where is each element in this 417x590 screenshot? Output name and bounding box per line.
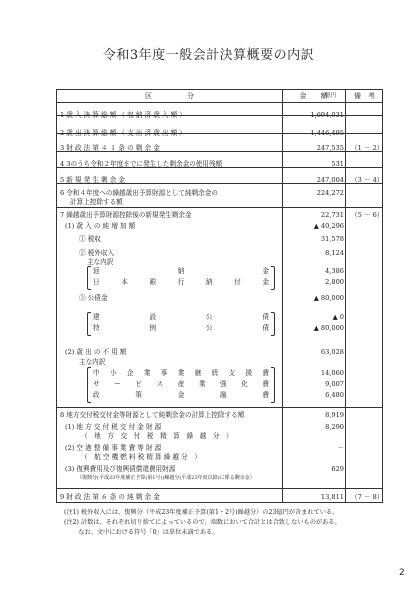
row-label: 6 令和４年度への繰越歳出予算財源として純剰余金の bbox=[60, 189, 218, 197]
row-amount: 224,272 bbox=[316, 189, 344, 197]
row-amount: 4,386 bbox=[325, 267, 344, 275]
row-label: 建 設 公 債 bbox=[93, 313, 269, 321]
row-amount: 31,578 bbox=[320, 235, 344, 243]
footnotes bbox=[64, 508, 394, 538]
row-amount: 1,446,495 bbox=[310, 129, 344, 137]
row-amount: 8,124 bbox=[325, 249, 344, 257]
footnote: (注2) 計数は、それぞれ切り捨てによっているので、端数において合計とは合致しないものがある。 bbox=[64, 519, 341, 526]
row-remark: （3 － 4） bbox=[351, 176, 384, 184]
row-amount: 2,800 bbox=[325, 278, 344, 286]
header-category: 区 分 bbox=[145, 92, 194, 100]
row-amount: 1,694,031 bbox=[310, 111, 344, 119]
bracket-right bbox=[271, 367, 275, 403]
footnote: なお、文中における符号「0」は単位未満である。 bbox=[64, 529, 219, 536]
row-label: 7 繰越歳出予算財源控除後の新規発生剰余金 bbox=[60, 211, 192, 219]
row-remark: （7 － 8） bbox=[351, 493, 384, 501]
row-label: 返 納 金 bbox=[93, 267, 269, 275]
header-remarks: 備 考 bbox=[354, 92, 375, 100]
row-label: 日 本 銀 行 納 付 金 bbox=[93, 278, 269, 286]
page-number: 2 bbox=[399, 568, 405, 578]
row-amount: 14,060 bbox=[320, 369, 344, 377]
row-amount: 8,290 bbox=[325, 423, 344, 431]
row-label: 3 財 政 法 第 ４ １ 条 の 剰 余 金 bbox=[60, 144, 160, 152]
row-label: サ ー ビ ス 産 業 強 化 費 bbox=[93, 380, 269, 388]
row-label: 主な内訳 bbox=[79, 358, 106, 366]
row-amount: 63,028 bbox=[320, 348, 344, 356]
row-remark: （1 － 2） bbox=[351, 144, 384, 152]
row-label: 4 3のうち令和２年度までに発生した剰余金の使用残額 bbox=[60, 160, 223, 168]
row-label: 5 新 規 発 生 剰 余 金 bbox=[60, 176, 126, 184]
row-label: 2 歳 出 決 算 総 額 （ 支 出 済 歳 出 額 ） bbox=[60, 129, 186, 137]
row-label: （ 航 空 機 燃 料 税 精 算 繰 越 分 ） bbox=[81, 453, 201, 461]
row-amount: 9,007 bbox=[325, 380, 344, 388]
row-label: (1) 地 方 交 付 税 交 付 金 財 源 bbox=[65, 423, 162, 431]
row-label: （復興分(平成23年度補正予算(第1号))繰越分(平成23年度以降)に係る剰余金） bbox=[77, 475, 255, 481]
row-label: 特 例 公 債 bbox=[93, 324, 269, 332]
settlement-table bbox=[56, 89, 383, 503]
row-amount: 6,480 bbox=[325, 391, 344, 399]
bracket-left bbox=[87, 367, 91, 403]
row-label: 8 地方交付税交付金等財源として純剰余金の計算上控除する額 bbox=[60, 411, 245, 419]
row-rule bbox=[57, 488, 382, 489]
row-label: (2) 空 港 整 備 事 業 費 等 財 源 bbox=[65, 444, 162, 452]
row-amount: ▲ 40,296 bbox=[313, 222, 344, 230]
row-amount: ▲ 0 bbox=[332, 313, 344, 321]
row-amount: 8,919 bbox=[325, 411, 344, 419]
row-amount: ▲ 80,000 bbox=[313, 294, 344, 302]
row-label: （ 地 方 交 付 税 精 算 繰 越 分 ） bbox=[81, 432, 233, 440]
bracket-right bbox=[271, 312, 275, 336]
row-label: (3) 復興費用及び復興債償還費用財源 bbox=[65, 465, 176, 473]
row-amount: 247,535 bbox=[316, 144, 344, 152]
row-label: 1 歳 入 決 算 総 額 （ 収 納 済 歳 入 額 ） bbox=[60, 111, 186, 119]
row-amount: 247,004 bbox=[316, 176, 344, 184]
unit-label: 億円 bbox=[325, 93, 337, 99]
header-amount: 金 額 bbox=[299, 92, 328, 100]
bracket-left bbox=[87, 266, 91, 290]
header-rule bbox=[57, 102, 382, 103]
row-label: (2) 歳 出 の 不 用 額 bbox=[65, 348, 127, 356]
row-rule bbox=[57, 407, 382, 408]
row-amount: ▲ 80,000 bbox=[313, 324, 344, 332]
row-amount: 531 bbox=[331, 160, 344, 168]
row-amount: 629 bbox=[331, 465, 344, 473]
row-label: 計算上控除する額 bbox=[70, 198, 123, 206]
row-remark: （5 － 6） bbox=[351, 211, 384, 219]
row-label: ③ 公債金 bbox=[79, 294, 108, 302]
row-amount: － bbox=[337, 444, 344, 452]
page-title: 令和3年度一般会計決算概要の内訳 bbox=[102, 48, 315, 63]
bracket-right bbox=[271, 266, 275, 290]
row-label: 政 策 金 融 費 bbox=[93, 391, 269, 399]
footnote: (注1) 税外収入には、復興分（平成23年度補正予算(第1・2号)繰越分）の23億円が含まれている。 bbox=[64, 509, 339, 516]
row-label: 中 小 企 業 事 業 継 続 支 援 費 bbox=[93, 369, 269, 377]
row-rule bbox=[57, 207, 382, 208]
row-label: 9 財 政 法 第 ６ 条 の 純 剰 余 金 bbox=[60, 493, 160, 501]
bracket-left bbox=[87, 312, 91, 336]
row-label: ② 税外収入 bbox=[79, 249, 115, 257]
row-amount: 13,811 bbox=[320, 493, 344, 501]
row-amount: 22,731 bbox=[320, 211, 344, 219]
row-label: ① 税収 bbox=[79, 235, 101, 243]
row-label: (1) 歳 入 の 純 増 加 額 bbox=[65, 222, 136, 230]
row-label: 主な内訳 bbox=[87, 258, 114, 266]
